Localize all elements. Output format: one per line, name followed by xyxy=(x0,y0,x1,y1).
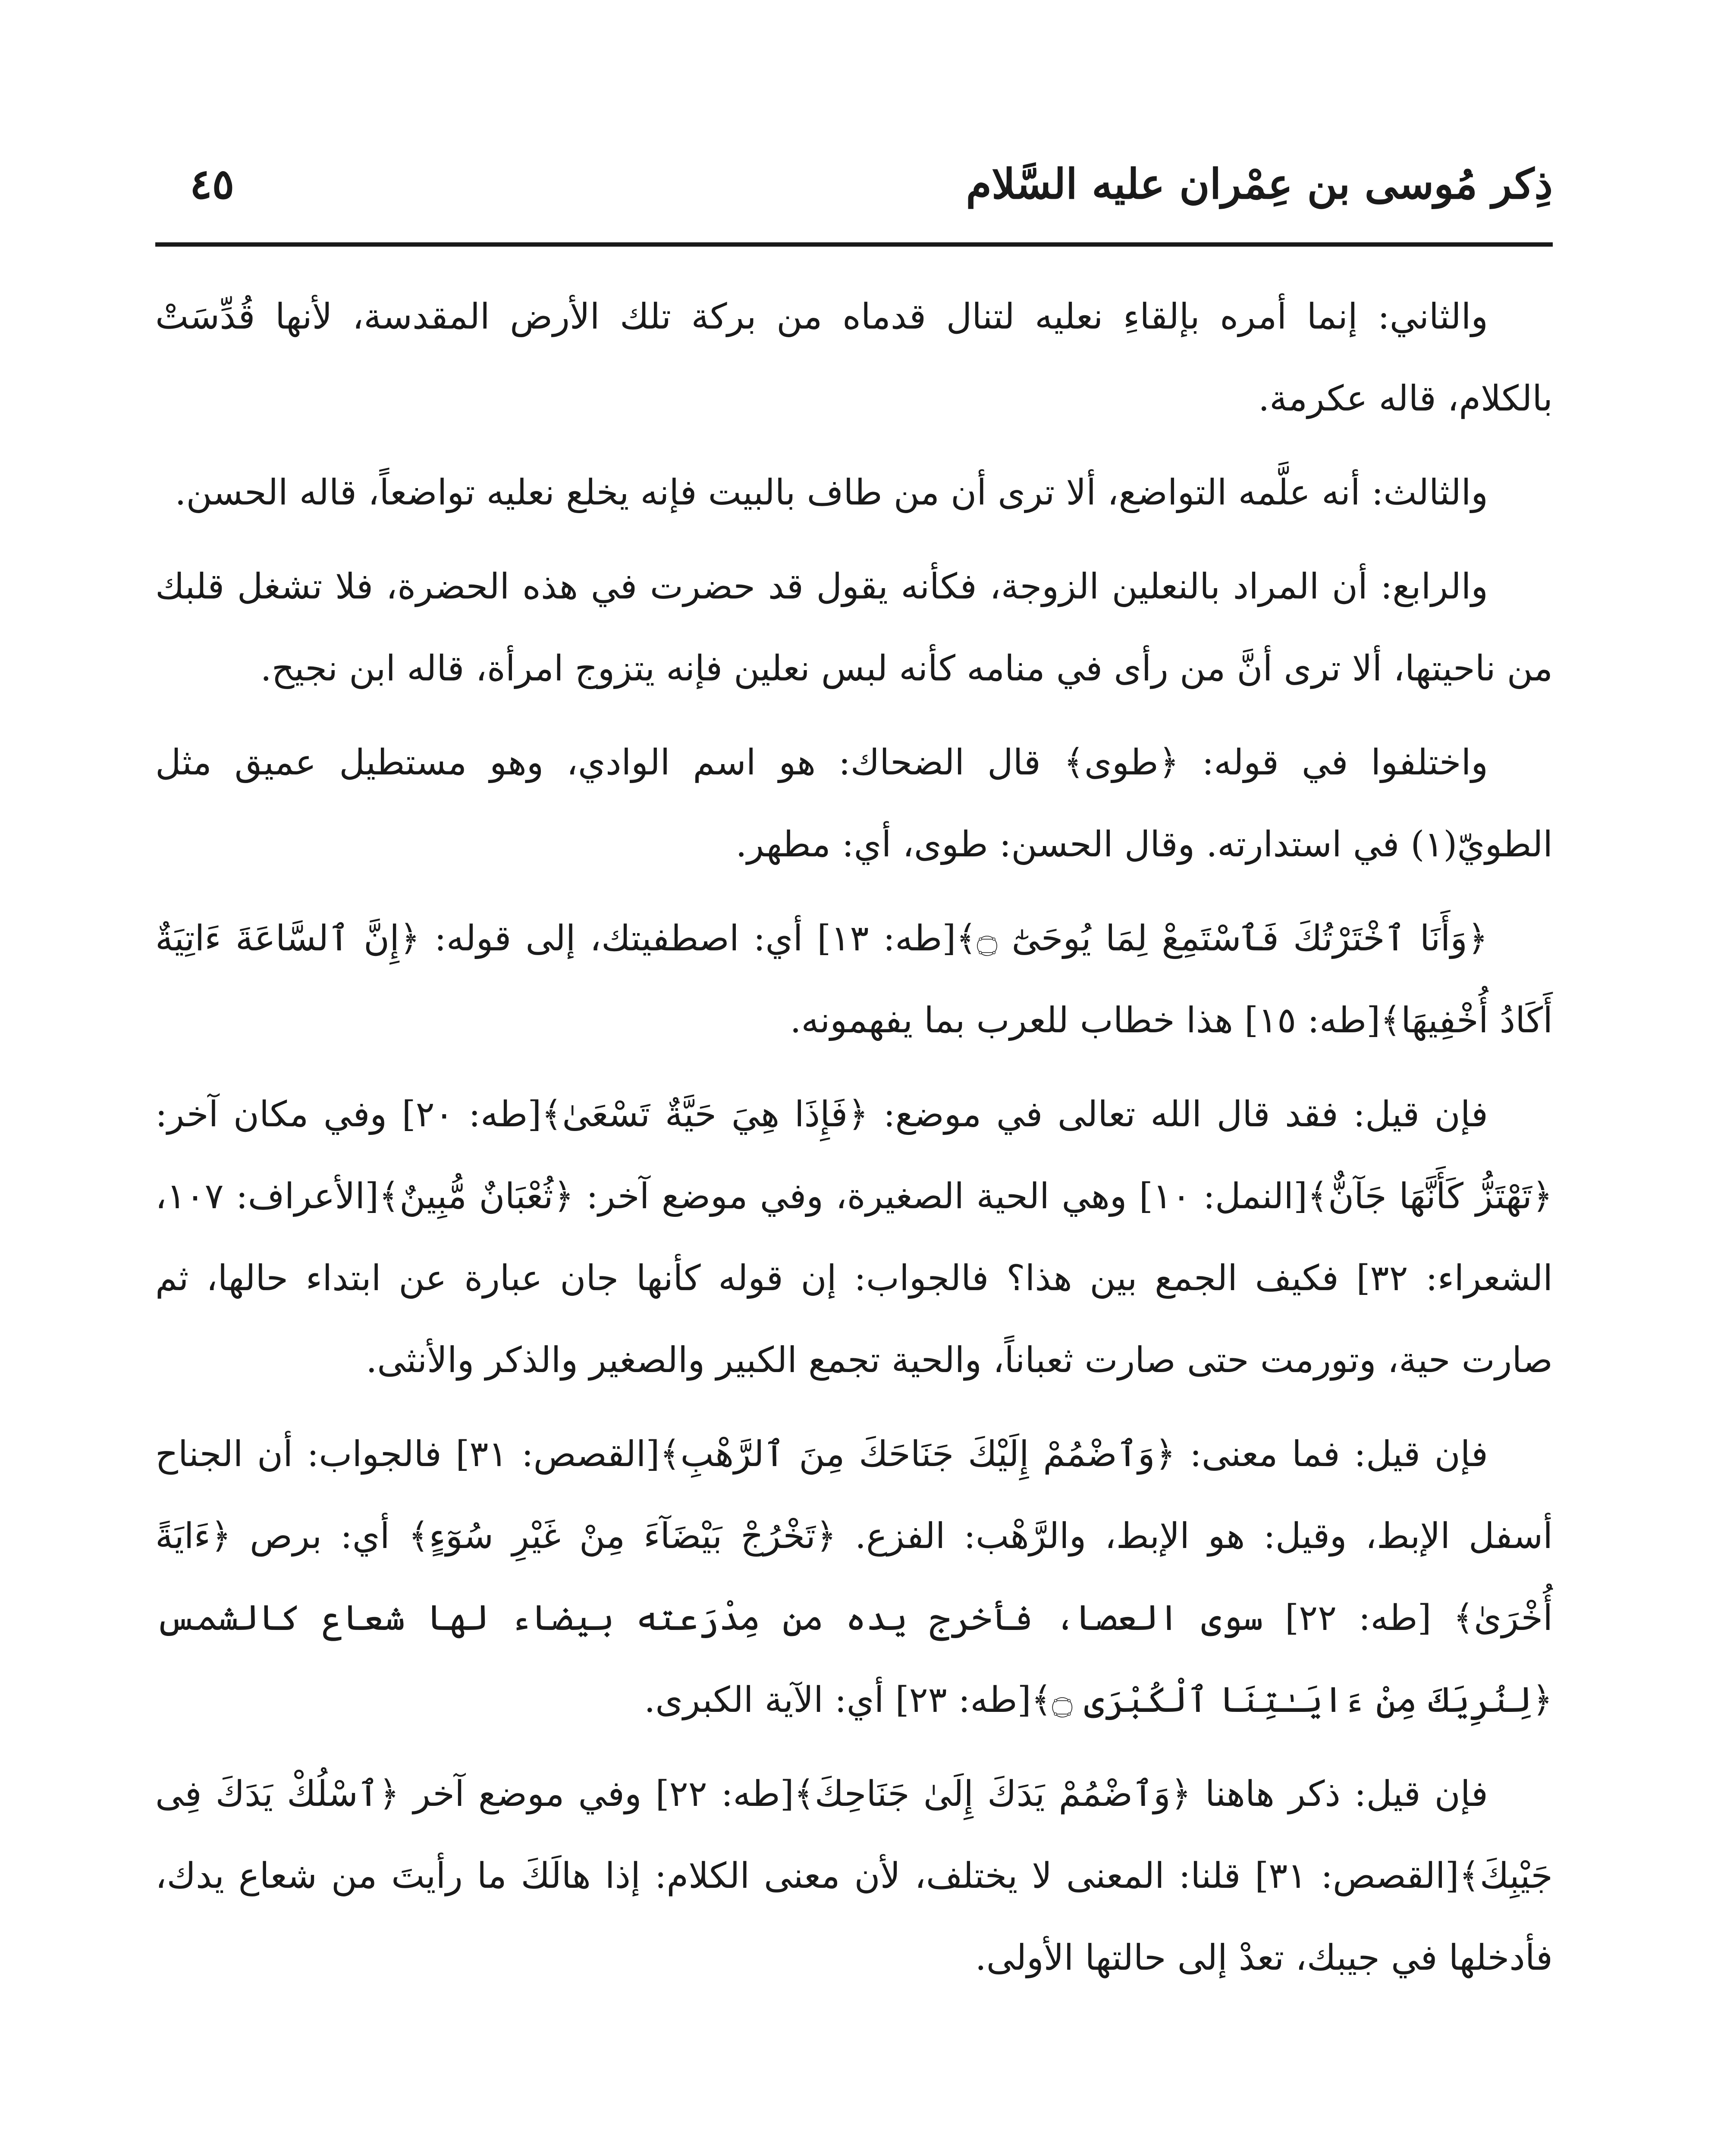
page-number: ٤٥ xyxy=(190,160,235,208)
paragraph-verse-ta-ha-13: ﴿وَأَنَا ٱخْتَرْتُكَ فَٱسْتَمِعْ لِمَا يُوحَىٰٓ ۝﴾[طه: ١٣] أي: اصطفيتك، إلى قوله: ﴿إِنَّ ٱلسَّاعَةَ ءَاتِيَةٌ أَكَادُ أُخْفِيهَا﴾[طه: ١٥] هذا خطاب للعرب بما يفهمونه. xyxy=(155,918,1553,1041)
running-title: ذِكر مُوسى بن عِمْران عليه السَّلام xyxy=(966,160,1553,208)
main-text xyxy=(155,276,1553,2011)
paragraph-wing-question: فإن قيل: فما معنى: ﴿وَٱضْمُمْ إِلَيْكَ جَنَاحَكَ مِنَ ٱلرَّهْبِ﴾[القصص: ٣١] فالجواب: أن الجناح أسفل الإبط، وقيل: هو الإبط، والرَّهْب: الفزع. ﴿تَخْرُجْ بَيْضَآءَ مِنْ غَيْرِ سُوٓءٍ﴾ أي: برص ﴿ءَايَةً أُخْرَىٰ﴾ [طه: ٢٢] سوى العصا، فأخرج يده من مِدْرَعته بيضاء لها شعاع كالشمس ﴿لِنُرِيَكَ مِنْ ءَايَـٰتِنَا ٱلْكُبْرَى ۝﴾[طه: ٢٣] أي: الآية الكبرى. xyxy=(155,1434,1553,1720)
paragraph-second-opinion: والثاني: إنما أمره بإلقاءِ نعليه لتنال قدماه من بركة تلك الأرض المقدسة، لأنها قُدِّسَتْ بالكلام، قاله عكرمة. xyxy=(155,296,1553,419)
paragraph-third-opinion: والثالث: أنه علَّمه التواضع، ألا ترى أن من طاف بالبيت فإنه يخلع نعليه تواضعاً، قاله الحسن. xyxy=(175,472,1488,513)
paragraph-fourth-opinion: والرابع: أن المراد بالنعلين الزوجة، فكأنه يقول قد حضرت في هذه الحضرة، فلا تشغل قلبك من ناحيتها، ألا ترى أنَّ من رأى في منامه كأنه لبس نعلين فإنه يتزوج امرأة، قاله ابن نجيح. xyxy=(155,566,1553,689)
header-rule xyxy=(155,242,1553,247)
page-header xyxy=(155,142,1553,229)
paragraph-tuwa: واختلفوا في قوله: ﴿طوى﴾ قال الضحاك: هو اسم الوادي، وهو مستطيل عميق مثل الطويّ(١) في استدارته. وقال الحسن: طوى، أي: مطهر. xyxy=(155,742,1553,865)
paragraph-hand-question: فإن قيل: ذكر هاهنا ﴿وَٱضْمُمْ يَدَكَ إِلَىٰ جَنَاحِكَ﴾[طه: ٢٢] وفي موضع آخر ﴿ٱسْلُكْ يَدَكَ فِى جَيْبِكَ﴾[القصص: ٣١] قلنا: المعنى لا يختلف، لأن معنى الكلام: إذا هالَكَ ما رأيتَ من شعاع يدك، فأدخلها في جيبك، تعدْ إلى حالتها الأولى. xyxy=(155,1774,1553,1978)
paragraph-serpent-question: فإن قيل: فقد قال الله تعالى في موضع: ﴿فَإِذَا هِيَ حَيَّةٌ تَسْعَىٰ﴾[طه: ٢٠] وفي مكان آخر: ﴿تَهْتَزُّ كَأَنَّهَا جَآنٌّ﴾[النمل: ١٠] وهي الحية الصغيرة، وفي موضع آخر: ﴿ثُعْبَانٌ مُّبِينٌ﴾[الأعراف: ١٠٧، الشعراء: ٣٢] فكيف الجمع بين هذا؟ فالجواب: إن قوله كأنها جان عبارة عن ابتداء حالها، ثم صارت حية، وتورمت حتى صارت ثعباناً، والحية تجمع الكبير والصغير والذكر والأنثى. xyxy=(155,1094,1553,1381)
